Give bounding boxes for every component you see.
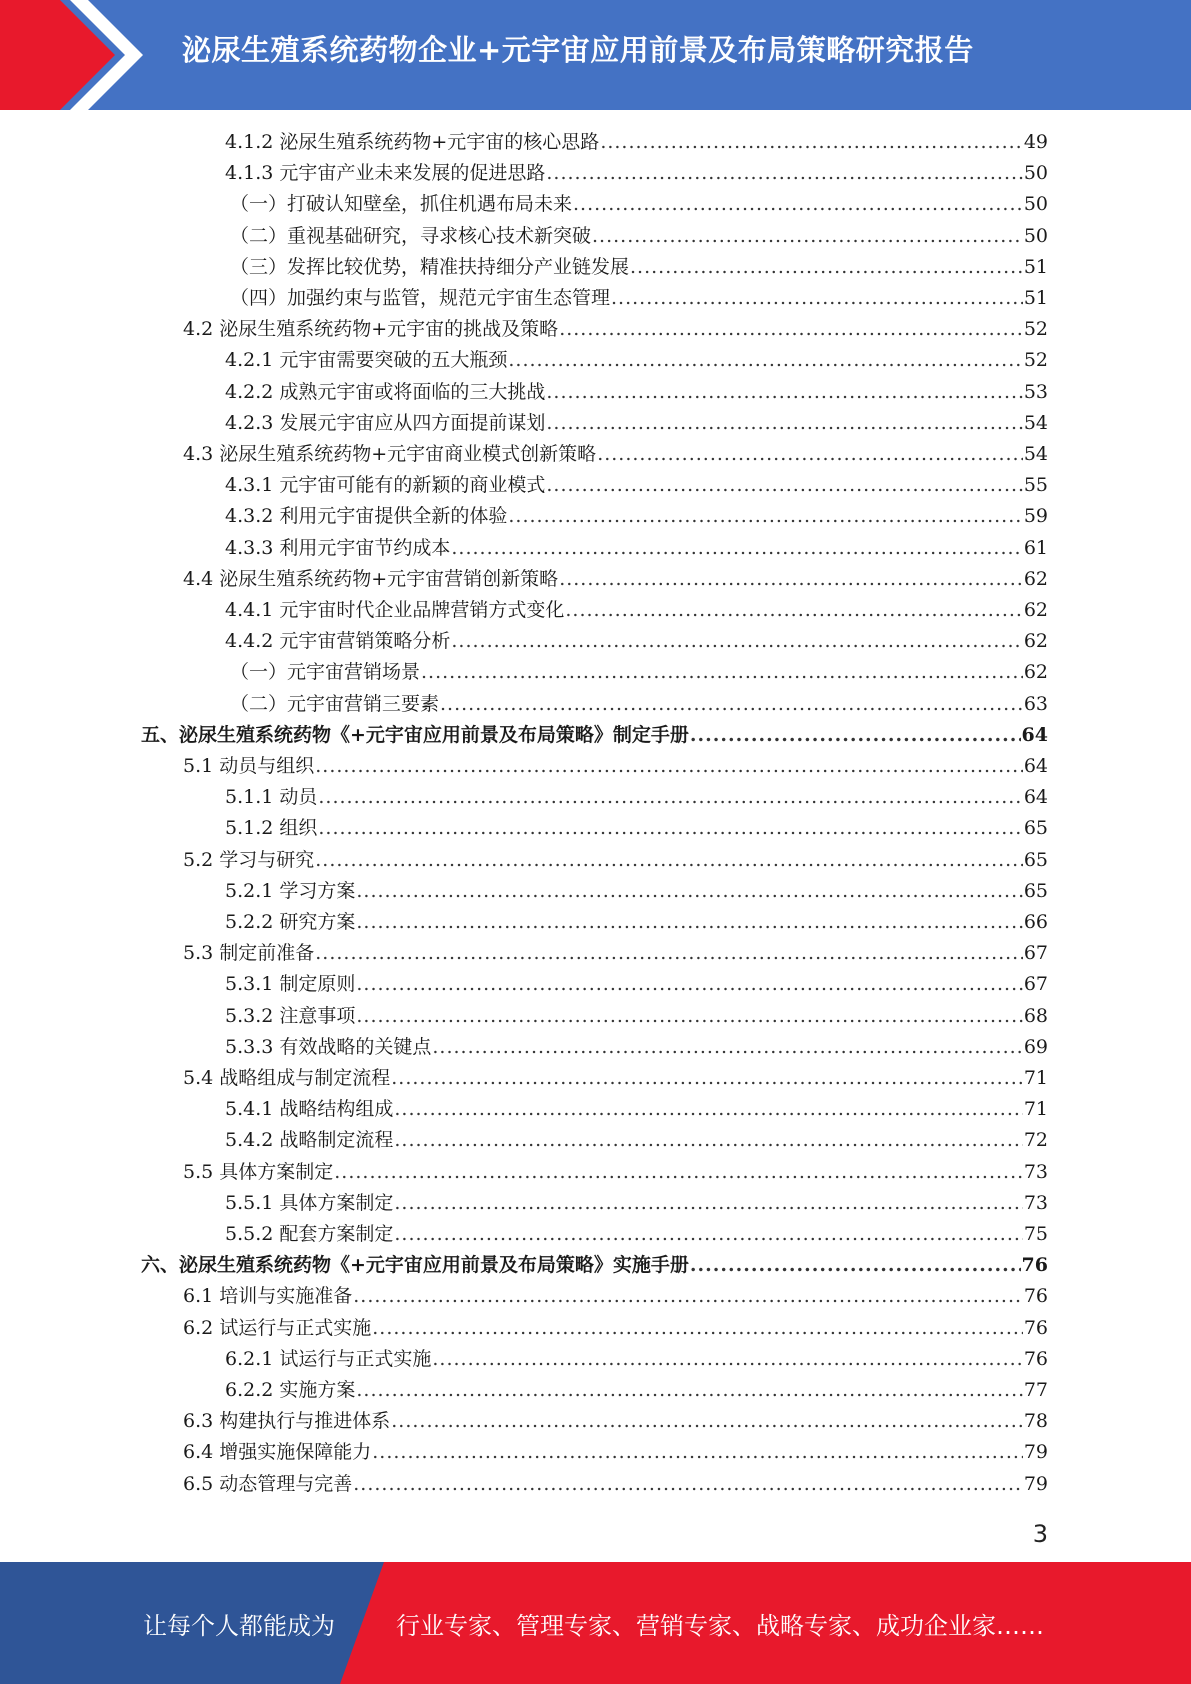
toc-entry-label: 4.3 泌尿生殖系统药物+元宇宙商业模式创新策略 <box>183 443 597 465</box>
toc-entry[interactable] <box>225 782 1048 813</box>
toc-entry-page: 76 <box>1023 1316 1048 1339</box>
toc-entry[interactable] <box>183 845 1048 876</box>
toc-entry-page: 52 <box>1023 318 1048 341</box>
toc-entry-page: 67 <box>1023 942 1048 965</box>
toc-entry[interactable] <box>225 1344 1048 1375</box>
toc-entry-page: 50 <box>1023 162 1048 185</box>
toc-entry[interactable] <box>230 689 1048 720</box>
toc-entry-page: 51 <box>1023 287 1048 309</box>
toc-leader-dots <box>546 158 1022 189</box>
toc-entry[interactable] <box>183 1313 1048 1344</box>
toc-leader-dots <box>440 689 1023 720</box>
toc-leader-dots <box>318 813 1022 844</box>
toc-entry[interactable] <box>225 813 1048 844</box>
page-number: 3 <box>1032 1520 1048 1548</box>
toc-entry-label: 4.2.1 元宇宙需要突破的五大瓶颈 <box>225 349 508 372</box>
toc-entry-page: 50 <box>1023 224 1048 247</box>
toc-entry-label: 6.3 构建执行与推进体系 <box>183 1410 391 1433</box>
toc-entry[interactable] <box>183 751 1048 782</box>
toc-leader-dots <box>356 1001 1022 1032</box>
toc-entry-label: 4.1.3 元宇宙产业未来发展的促进思路 <box>225 162 546 185</box>
toc-entry-page: 78 <box>1023 1410 1048 1433</box>
toc-leader-dots <box>573 189 1023 220</box>
toc-leader-dots <box>318 782 1022 813</box>
toc-entry-label: 4.3.2 利用元宇宙提供全新的体验 <box>225 505 508 528</box>
toc-entry[interactable] <box>225 907 1048 938</box>
toc-entry-label: 5.1.1 动员 <box>225 786 318 809</box>
toc-entry-page: 62 <box>1023 567 1048 590</box>
toc-leader-dots <box>394 1125 1022 1156</box>
toc-entry-label: 5.4 战略组成与制定流程 <box>183 1067 391 1089</box>
toc-leader-dots <box>600 127 1023 158</box>
toc-entry-label: 4.3.3 利用元宇宙节约成本 <box>225 536 451 559</box>
toc-entry-page: 62 <box>1023 661 1048 684</box>
toc-entry-label: 5.5.2 配套方案制定 <box>225 1223 394 1245</box>
toc-leader-dots <box>690 1250 1021 1281</box>
toc-entry[interactable] <box>183 439 1048 470</box>
toc-leader-dots <box>508 501 1022 532</box>
footer-tagline: 行业专家、管理专家、营销专家、战略专家、成功企业家…… <box>396 1612 1044 1640</box>
toc-entry[interactable] <box>225 1125 1048 1156</box>
toc-entry-label: 4.2 泌尿生殖系统药物+元宇宙的挑战及策略 <box>183 318 559 341</box>
toc-entry-label: 4.1.2 泌尿生殖系统药物+元宇宙的核心思路 <box>225 131 600 153</box>
toc-entry-page: 71 <box>1023 1067 1048 1089</box>
toc-entry-label: （一）元宇宙营销场景 <box>230 661 421 684</box>
toc-entry-label: 5.3 制定前准备 <box>183 942 315 965</box>
toc-entry-label: 五、泌尿生殖系统药物《+元宇宙应用前景及布局策略》制定手册 <box>141 723 689 746</box>
toc-entry[interactable] <box>225 1032 1048 1063</box>
toc-entry-page: 75 <box>1023 1223 1048 1245</box>
toc-entry[interactable] <box>225 127 1048 158</box>
toc-entry[interactable] <box>230 189 1048 220</box>
toc-leader-dots <box>334 1157 1023 1188</box>
toc-entry-label: 5.4.2 战略制定流程 <box>225 1129 394 1152</box>
toc-entry-page: 79 <box>1023 1472 1048 1495</box>
toc-entry-page: 64 <box>1023 755 1048 777</box>
toc-entry-page: 61 <box>1023 536 1048 559</box>
toc-entry-label: 5.3.3 有效战略的关键点 <box>225 1035 432 1058</box>
toc-entry-label: 5.2 学习与研究 <box>183 848 315 871</box>
toc-entry-page: 71 <box>1023 1098 1048 1121</box>
toc-entry-page: 49 <box>1023 131 1048 153</box>
toc-entry-page: 76 <box>1021 1254 1048 1277</box>
toc-entry-page: 64 <box>1021 723 1048 746</box>
toc-entry-label: 5.3.2 注意事项 <box>225 1004 356 1027</box>
toc-entry-page: 68 <box>1023 1004 1048 1027</box>
toc-leader-dots <box>432 1032 1022 1063</box>
toc-leader-dots <box>451 533 1022 564</box>
toc-entry[interactable] <box>183 1437 1048 1468</box>
toc-entry[interactable] <box>225 470 1048 501</box>
toc-leader-dots <box>391 1406 1023 1437</box>
toc-entry-label: 4.2.2 成熟元宇宙或将面临的三大挑战 <box>225 380 546 403</box>
toc-entry[interactable] <box>183 1469 1048 1500</box>
toc-leader-dots <box>356 1375 1022 1406</box>
toc-entry[interactable] <box>230 283 1048 314</box>
toc-entry-page: 65 <box>1023 817 1048 840</box>
toc-entry[interactable] <box>225 876 1048 907</box>
toc-entry-page: 79 <box>1023 1441 1048 1464</box>
toc-entry-page: 52 <box>1023 349 1048 372</box>
toc-entry-page: 65 <box>1023 879 1048 902</box>
toc-entry-page: 69 <box>1023 1035 1048 1058</box>
toc-entry[interactable] <box>141 1250 1048 1281</box>
toc-entry-page: 72 <box>1023 1129 1048 1152</box>
toc-entry-label: 6.4 增强实施保障能力 <box>183 1441 372 1464</box>
toc-entry-label: 6.5 动态管理与完善 <box>183 1472 353 1495</box>
toc-leader-dots <box>630 252 1023 283</box>
toc-entry-label: 5.2.1 学习方案 <box>225 879 356 902</box>
toc-entry-label: 6.2.2 实施方案 <box>225 1379 356 1401</box>
toc-leader-dots <box>559 314 1023 345</box>
toc-leader-dots <box>391 1063 1023 1094</box>
toc-entry-label: （三）发挥比较优势，精准扶持细分产业链发展 <box>230 255 630 278</box>
toc-entry[interactable] <box>225 533 1048 564</box>
toc-leader-dots <box>611 283 1023 314</box>
toc-entry-page: 51 <box>1023 255 1048 278</box>
toc-entry[interactable] <box>225 408 1048 439</box>
toc-leader-dots <box>546 408 1022 439</box>
toc-leader-dots <box>592 221 1023 252</box>
toc-entry[interactable] <box>225 1188 1048 1219</box>
toc-entry-label: 4.3.1 元宇宙可能有的新颖的商业模式 <box>225 474 546 497</box>
toc-leader-dots <box>546 377 1022 408</box>
toc-entry-label: （二）元宇宙营销三要素 <box>230 692 440 715</box>
toc-entry-label: 5.1 动员与组织 <box>183 755 315 777</box>
toc-leader-dots <box>432 1344 1022 1375</box>
toc-entry-label: （二）重视基础研究，寻求核心技术新突破 <box>230 224 592 247</box>
toc-entry[interactable] <box>183 314 1048 345</box>
toc-entry-page: 73 <box>1023 1160 1048 1183</box>
toc-entry-page: 62 <box>1023 599 1048 621</box>
toc-entry-label: （一）打破认知壁垒，抓住机遇布局未来 <box>230 193 573 216</box>
toc-leader-dots <box>356 969 1022 1000</box>
toc-entry-page: 54 <box>1023 443 1048 465</box>
toc-entry[interactable] <box>183 1406 1048 1437</box>
header-arrow-decoration <box>0 0 160 110</box>
toc-entry-page: 73 <box>1023 1191 1048 1214</box>
toc-entry[interactable] <box>225 158 1048 189</box>
toc-leader-dots <box>394 1094 1022 1125</box>
toc-leader-dots <box>394 1188 1022 1219</box>
toc-leader-dots <box>356 876 1022 907</box>
toc-entry[interactable] <box>225 1219 1048 1250</box>
toc-entry[interactable] <box>225 1375 1048 1406</box>
toc-entry[interactable] <box>225 501 1048 532</box>
toc-entry-page: 64 <box>1023 786 1048 809</box>
toc-entry[interactable] <box>225 345 1048 376</box>
toc-entry[interactable] <box>183 938 1048 969</box>
toc-entry-label: （四）加强约束与监管，规范元宇宙生态管理 <box>230 287 611 309</box>
toc-entry-page: 55 <box>1023 474 1048 497</box>
toc-leader-dots <box>353 1281 1023 1312</box>
toc-entry-label: 5.3.1 制定原则 <box>225 973 356 996</box>
toc-entry-label: 5.5 具体方案制定 <box>183 1160 334 1183</box>
toc-entry[interactable] <box>230 221 1048 252</box>
toc-leader-dots <box>597 439 1023 470</box>
toc-leader-dots <box>372 1437 1023 1468</box>
toc-entry[interactable] <box>225 626 1048 657</box>
toc-entry-page: 59 <box>1023 505 1048 528</box>
toc-entry-label: 5.2.2 研究方案 <box>225 911 356 933</box>
toc-entry-page: 76 <box>1023 1285 1048 1308</box>
toc-entry[interactable] <box>183 564 1048 595</box>
toc-entry-label: 4.4 泌尿生殖系统药物+元宇宙营销创新策略 <box>183 567 559 590</box>
toc-leader-dots <box>315 751 1023 782</box>
toc-leader-dots <box>356 907 1022 938</box>
toc-leader-dots <box>508 345 1022 376</box>
page-footer <box>0 1562 1191 1684</box>
footer-slogan: 让每个人都能成为 <box>143 1612 335 1640</box>
toc-entry[interactable] <box>230 657 1048 688</box>
toc-leader-dots <box>451 626 1022 657</box>
toc-entry-page: 63 <box>1023 692 1048 715</box>
toc-leader-dots <box>372 1313 1023 1344</box>
toc-entry-page: 66 <box>1023 911 1048 933</box>
toc-leader-dots <box>353 1469 1023 1500</box>
toc-entry[interactable] <box>183 1281 1048 1312</box>
report-title: 泌尿生殖系统药物企业+元宇宙应用前景及布局策略研究报告 <box>182 33 974 67</box>
toc-leader-dots <box>315 938 1023 969</box>
toc-entry-label: 6.1 培训与实施准备 <box>183 1285 353 1308</box>
toc-leader-dots <box>421 657 1023 688</box>
toc-entry-label: 6.2.1 试运行与正式实施 <box>225 1347 432 1370</box>
toc-entry[interactable] <box>141 720 1048 751</box>
toc-leader-dots <box>315 845 1023 876</box>
toc-entry[interactable] <box>225 1094 1048 1125</box>
toc-entry-page: 67 <box>1023 973 1048 996</box>
toc-entry[interactable] <box>183 1157 1048 1188</box>
toc-entry-label: 5.4.1 战略结构组成 <box>225 1098 394 1121</box>
toc-entry-label: 4.4.1 元宇宙时代企业品牌营销方式变化 <box>225 599 565 621</box>
toc-entry-label: 4.4.2 元宇宙营销策略分析 <box>225 630 451 653</box>
toc-entry[interactable] <box>230 252 1048 283</box>
toc-leader-dots <box>559 564 1023 595</box>
toc-entry[interactable] <box>225 595 1048 626</box>
toc-entry-page: 62 <box>1023 630 1048 653</box>
toc-entry[interactable] <box>225 1001 1048 1032</box>
toc-leader-dots <box>565 595 1022 626</box>
toc-entry[interactable] <box>225 969 1048 1000</box>
toc-entry-page: 76 <box>1023 1347 1048 1370</box>
toc-entry-label: 4.2.3 发展元宇宙应从四方面提前谋划 <box>225 411 546 434</box>
toc-leader-dots <box>690 720 1021 751</box>
toc-entry-page: 50 <box>1023 193 1048 216</box>
toc-entry[interactable] <box>183 1063 1048 1094</box>
toc-entry-label: 六、泌尿生殖系统药物《+元宇宙应用前景及布局策略》实施手册 <box>141 1254 689 1277</box>
toc-leader-dots <box>546 470 1022 501</box>
toc-entry-label: 6.2 试运行与正式实施 <box>183 1316 372 1339</box>
toc-entry-label: 5.5.1 具体方案制定 <box>225 1191 394 1214</box>
toc-entry-page: 77 <box>1023 1379 1048 1401</box>
toc-entry[interactable] <box>225 377 1048 408</box>
toc-entry-label: 5.1.2 组织 <box>225 817 318 840</box>
toc-entry-page: 65 <box>1023 848 1048 871</box>
toc-entry-page: 54 <box>1023 411 1048 434</box>
page-header <box>0 0 1191 110</box>
toc-entry-page: 53 <box>1023 380 1048 403</box>
toc-leader-dots <box>394 1219 1022 1250</box>
